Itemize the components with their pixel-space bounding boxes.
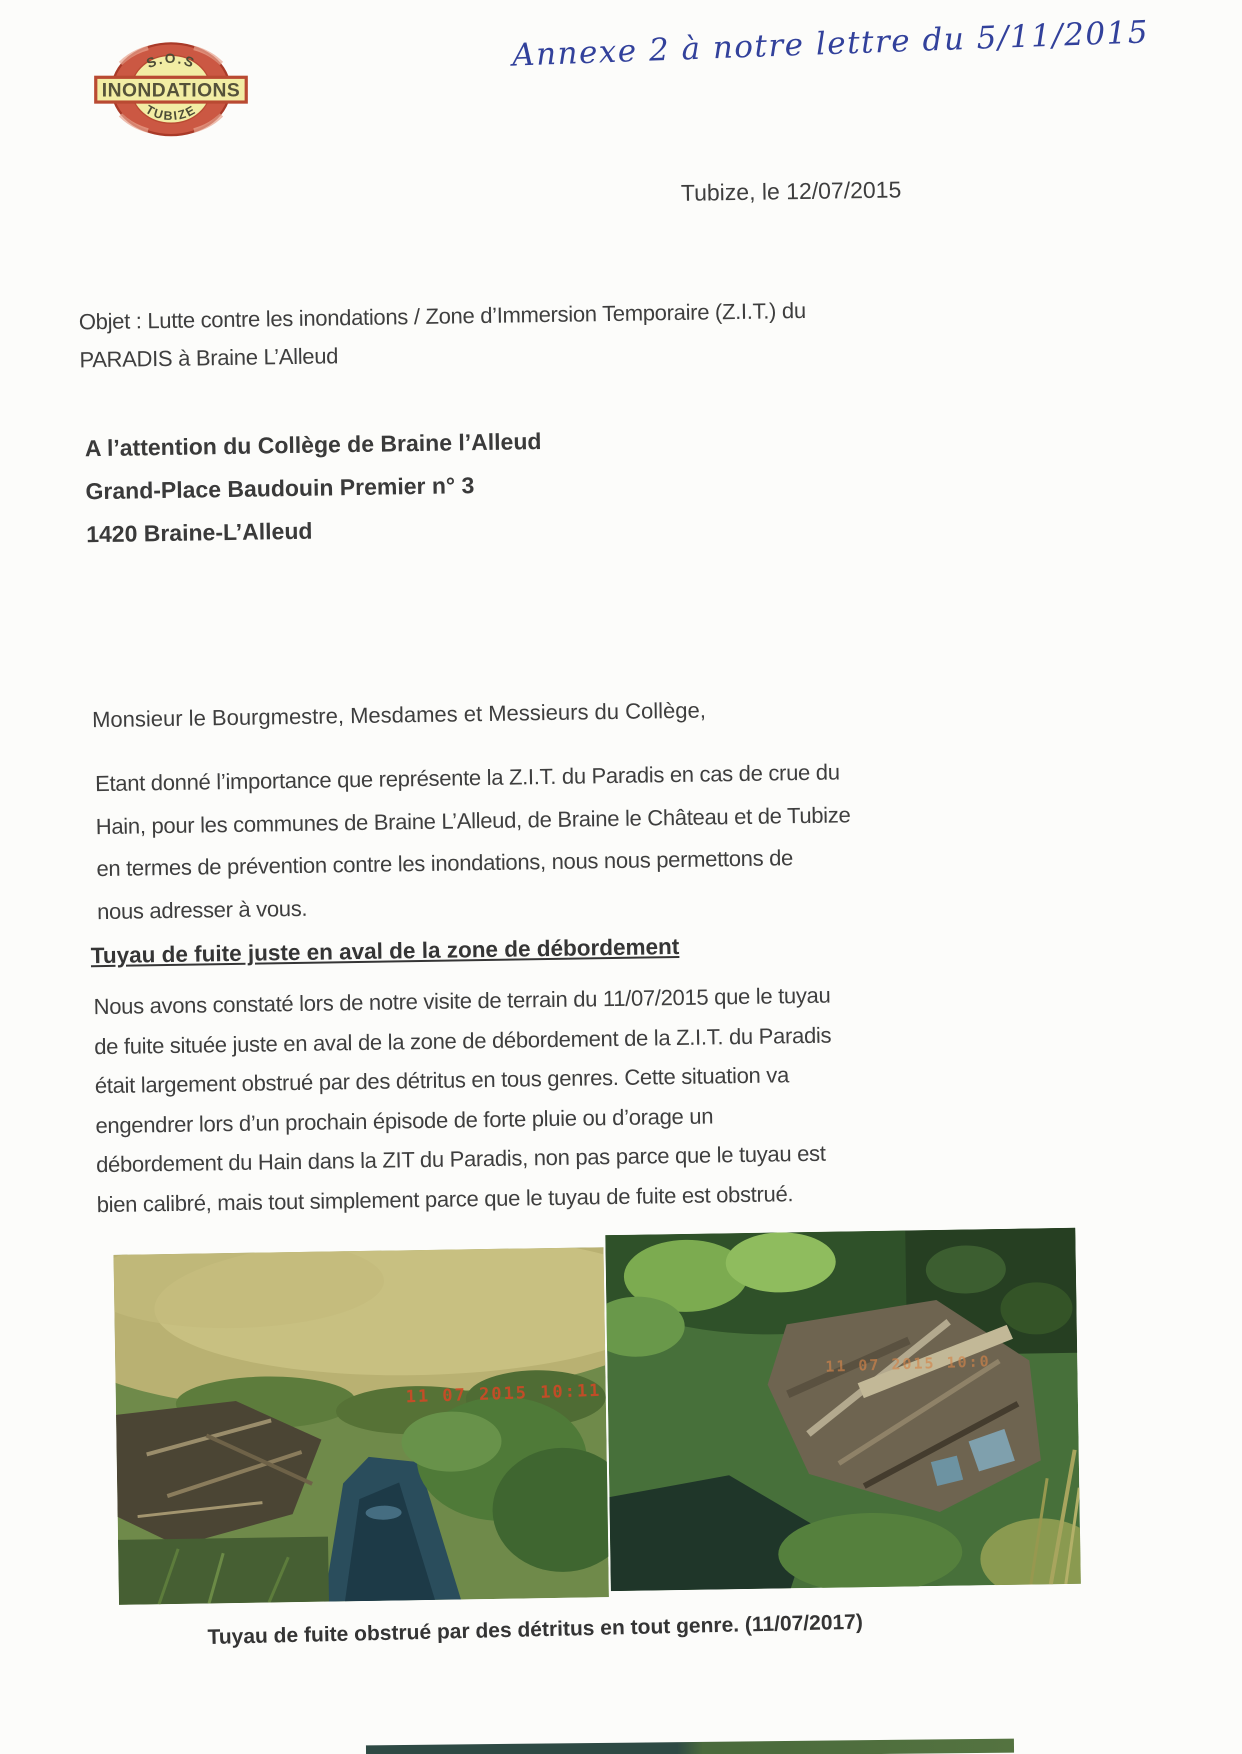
paragraph-line: Etant donné l’importance que représente la Z.I.T. du Paradis en cas de crue du — [94, 759, 840, 797]
photo-caption: Tuyau de fuite obstrué par des détritus en tout genre. (11/07/2017) — [207, 1610, 864, 1650]
logo-banner-text: INONDATIONS — [101, 80, 241, 102]
paragraph-line: était largement obstrué par des détritus en tous genres. Cette situation va — [94, 1062, 790, 1099]
logo-tubize-text: TUBIZE — [143, 102, 199, 124]
recipient-line: A l’attention du Collège de Braine l’Alleud — [84, 428, 542, 462]
photo-left-timestamp: 11 07 2015 10:11 — [405, 1380, 602, 1408]
handwritten-annotation: Annexe 2 à notre lettre du 5/11/2015 — [511, 14, 1150, 74]
paragraph-constat — [93, 976, 834, 1225]
subject-line: PARADIS à Braine L’Alleud — [79, 343, 339, 373]
paragraph-line: de fuite située juste en aval de la zone de débordement de la Z.I.T. du Paradis — [94, 1022, 832, 1059]
photo-stream-debris — [114, 1247, 609, 1605]
subject-line: Objet : Lutte contre les inondations / Zone d’Immersion Temporaire (Z.I.T.) du — [78, 297, 806, 335]
recipient-line: 1420 Braine-L’Alleud — [85, 517, 313, 548]
paragraph-intro — [95, 751, 852, 933]
photo-debris-pile — [605, 1228, 1081, 1591]
photo-right-image — [605, 1228, 1081, 1591]
recipient-address-block — [85, 420, 544, 556]
paragraph-line: engendrer lors d’un prochain épisode de forte pluie ou d’orage un — [95, 1102, 714, 1138]
paragraph-line: bien calibré, mais tout simplement parce que le tuyau de fuite est obstrué. — [96, 1180, 794, 1217]
paragraph-line: débordement du Hain dans la ZIT du Paradis, non pas parce que le tuyau est — [95, 1140, 826, 1178]
photo-right-timestamp: 11 07 2015 10:0 — [824, 1352, 991, 1376]
dateline: Tubize, le 12/07/2015 — [680, 176, 902, 206]
photo-collage — [107, 1228, 1081, 1607]
logo-sos-text: S.O.S — [144, 50, 198, 72]
paragraph-line: nous adresser à vous. — [96, 895, 308, 924]
paragraph-line: en termes de prévention contre les inondations, nous nous permettons de — [96, 845, 794, 882]
subject-block — [79, 292, 807, 379]
paragraph-line: Nous avons constaté lors de notre visite de terrain du 11/07/2015 que le tuyau — [93, 982, 831, 1020]
recipient-line: Grand-Place Baudouin Premier n° 3 — [85, 472, 475, 505]
salutation: Monsieur le Bourgmestre, Mesdames et Messieurs du Collège, — [91, 697, 707, 733]
section-heading: Tuyau de fuite juste en aval de la zone de débordement — [90, 933, 680, 969]
paragraph-line: Hain, pour les communes de Braine L’Alleud, de Braine le Château et de Tubize — [95, 801, 851, 839]
photo-left-image — [114, 1247, 609, 1605]
